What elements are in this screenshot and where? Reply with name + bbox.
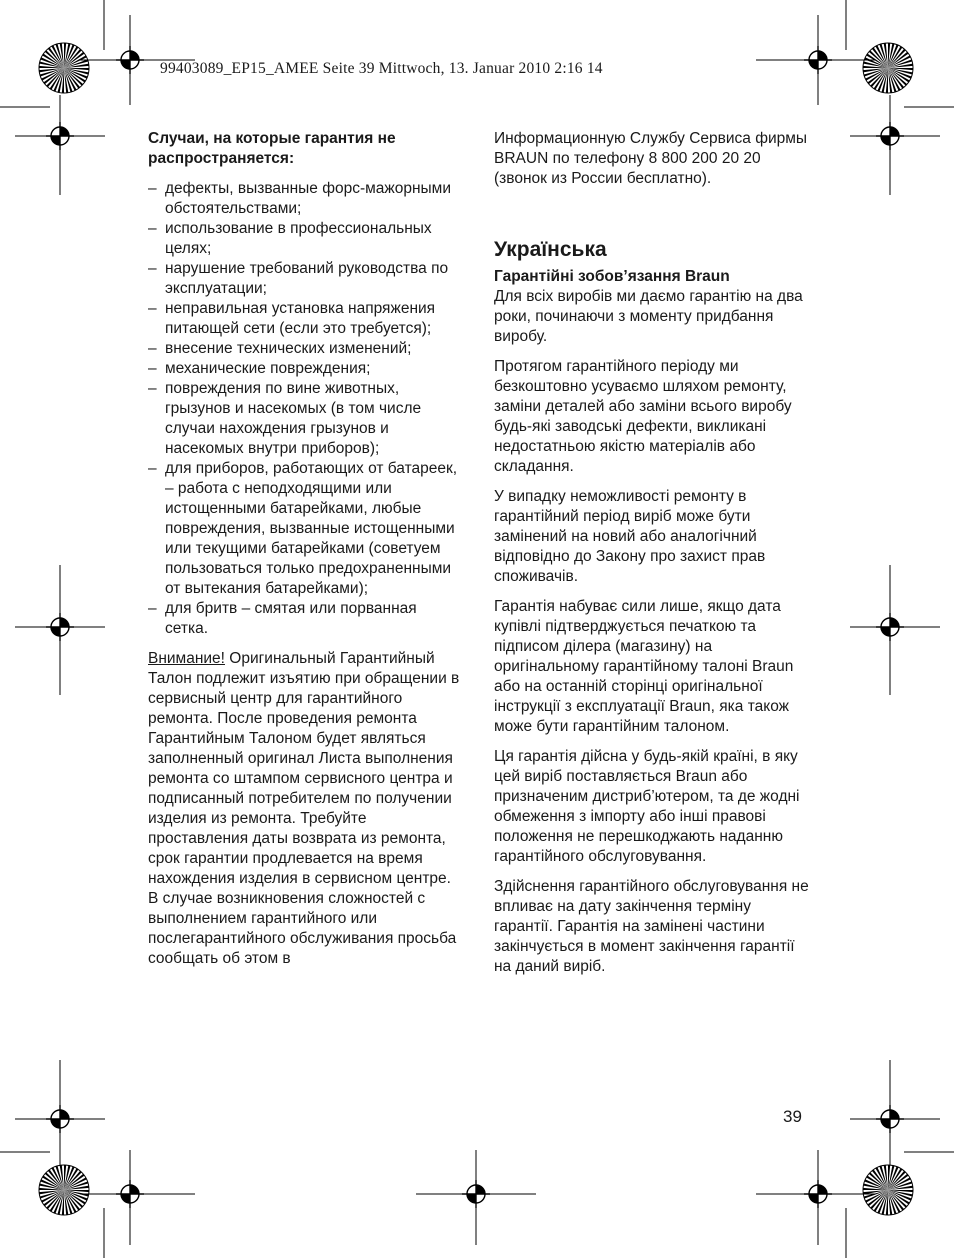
starburst-target-icon <box>39 1165 89 1215</box>
exclusions-list <box>148 179 460 639</box>
exclusion-item <box>148 299 460 339</box>
starburst-target-icon <box>39 43 89 93</box>
exclusion-item <box>148 339 460 359</box>
right-column <box>494 129 810 987</box>
exclusion-item <box>148 379 460 459</box>
dash-bullet: – <box>148 380 157 397</box>
exclusion-item <box>148 179 460 219</box>
warranty-paragraph: Для всіх виробів ми даємо гарантію на два роки, починаючи з моменту придбання виробу. <box>494 288 803 345</box>
exclusion-item <box>148 219 460 259</box>
warranty-paragraph: Гарантія набуває сили лише, якщо дата купівлі підтверджується печаткою та підписом ділера (магазину) на оригінальному гарантійному талоні Braun або на останній сторінці оригінальної інструкції з експлуатації Braun, яка також може бути гарантійним талоном. <box>494 598 794 735</box>
dash-bullet: – <box>148 460 157 477</box>
exclusion-text: нарушение требований руководства по эксплуатации; <box>165 260 449 297</box>
warning-paragraph <box>148 649 460 969</box>
warranty-heading: Гарантійні зобов’язання Braun <box>494 268 730 285</box>
contact-text: В случае возникновения сложностей с выполнением гарантийного или послегарантийного обслуживания просьба сообщать об этом в <box>148 890 457 967</box>
exclusion-text: для бритв – смятая или порванная сетка. <box>165 600 417 637</box>
exclusion-text: повреждения по вине животных, грызунов и насекомых (в том числе случаи нахождения грызунов и насекомых внутри приборов); <box>165 380 422 457</box>
warning-label: Внимание! <box>148 650 225 667</box>
dash-bullet: – <box>148 600 157 617</box>
exclusion-text: использование в профессиональных целях; <box>165 220 432 257</box>
exclusion-text: внесение технических изменений; <box>165 340 412 357</box>
print-header: 99403089_EP15_AMEE Seite 39 Mittwoch, 13. Januar 2010 2:16 14 <box>160 60 603 77</box>
warranty-paragraph: Ця гарантія дійсна у будь-якій країні, в яку цей виріб поставляється Braun або призначеним дистриб’ютером, та де жодні обмеження з імпорту або інші правові положення не перешкоджають наданню гарантійного обслуговування. <box>494 748 800 865</box>
starburst-target-icon <box>863 1165 913 1215</box>
exclusion-item <box>148 459 460 599</box>
exclusion-text: механические повреждения; <box>165 360 371 377</box>
starburst-target-icon <box>863 43 913 93</box>
exclusion-item <box>148 599 460 639</box>
contact-continuation: Информационную Службу Сервиса фирмы BRAUN по телефону 8 800 200 20 20 (звонок из России бесплатно). <box>494 130 808 187</box>
exclusion-item <box>148 259 460 299</box>
dash-bullet: – <box>148 340 157 357</box>
warranty-paragraph: Здійснення гарантійного обслуговування не впливає на дату закінчення терміну гарантії. Гарантія на замінені частини закінчується в момент закінчення гарантії на даний виріб. <box>494 878 809 975</box>
warranty-paragraph: Протягом гарантійного періоду ми безкоштовно усуваємо шляхом ремонту, заміни деталей або заміни всього виробу будь-які заводські дефекти, викликані недостатньою якістю матеріалів або складання. <box>494 358 792 475</box>
dash-bullet: – <box>148 360 157 377</box>
exclusion-text: для приборов, работающих от батареек, – работа с неподходящими или истощенными батарейками, любые повреждения, вызванные истощенными или текущими батарейками (советуем пользоваться только предохраненными от вытекания батарейками); <box>165 460 458 597</box>
dash-bullet: – <box>148 220 157 237</box>
warranty-paragraph: У випадку неможливості ремонту в гарантійний період виріб може бути замінений на новий або аналогічний відповідно до Закону про захист прав споживачів. <box>494 488 766 585</box>
exclusion-text: неправильная установка напряжения питающей сети (если это требуется); <box>165 300 436 337</box>
dash-bullet: – <box>148 180 157 197</box>
page-number: 39 <box>783 1107 802 1126</box>
language-heading: Українська <box>494 238 607 261</box>
left-column <box>148 129 460 979</box>
exclusion-item <box>148 359 460 379</box>
warranty-paragraphs <box>494 287 810 977</box>
dash-bullet: – <box>148 260 157 277</box>
exclusions-heading: Случаи, на которые гарантия не распространяется: <box>148 130 396 167</box>
exclusion-text: дефекты, вызванные форс-мажорными обстоятельствами; <box>165 180 452 217</box>
warning-text: Оригинальный Гарантийный Талон подлежит изъятию при обращении в сервисный центр для гарантийного ремонта. После проведения ремонта Гарантийным Талоном будет являться заполненный оригинал Листа выполнения ремонта со штампом сервисного центра и подписанный потребителем по получении изделия из ремонта. Требуйте проставления даты возврата из ремонта, срок гарантии продлевается на время нахождения изделия в сервисном центре. <box>148 650 460 887</box>
dash-bullet: – <box>148 300 157 317</box>
